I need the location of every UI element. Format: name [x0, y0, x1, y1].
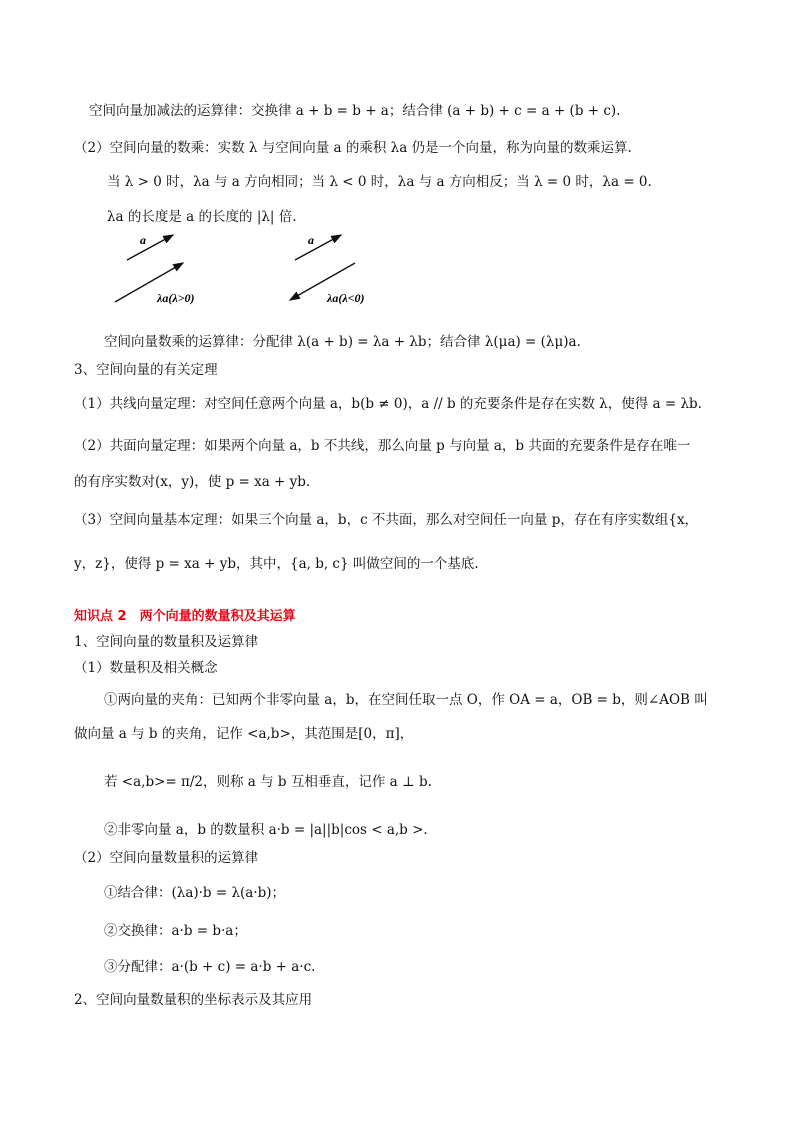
text-line-9: 的有序实数对(x，y)，使 p = xa + yb. — [74, 474, 311, 490]
vector-a-right-label: a — [308, 233, 314, 247]
text-line-18: ②非零向量 a，b 的数量积 a·b = |a||b|cos < a,b >. — [104, 822, 428, 838]
section-1-heading: 1、空间向量的数量积及运算律 — [74, 634, 259, 650]
text-line-8: （2）共面向量定理：如果两个向量 a，b 不共线，那么向量 p 与向量 a，b 共面的充要条件是存在唯一 — [74, 438, 691, 454]
subsection-2-heading: （2）空间向量数量积的运算律 — [74, 850, 259, 866]
text-line-3: 当 λ > 0 时，λa 与 a 方向相同；当 λ < 0 时，λa 与 a 方向相反；当 λ = 0 时，λa = 0. — [107, 174, 652, 190]
associative-law: ①结合律：(λa)·b = λ(a·b)； — [104, 885, 286, 901]
text-line-15: ①两向量的夹角：已知两个非零向量 a，b，在空间任取一点 O，作 OA = a，OB = b，则∠AOB 叫 — [104, 692, 708, 708]
text-line-16: 做向量 a 与 b 的夹角，记作 <a,b>，其范围是[0，π]， — [74, 726, 414, 742]
text-line-17: 若 <a,b>= π/2，则称 a 与 b 互相垂直，记作 a ⊥ b. — [104, 774, 432, 790]
text-line-11: y，z}，使得 p = xa + yb，其中，{a, b, c} 叫做空间的一个基底. — [74, 556, 479, 572]
commutative-law: ②交换律：a·b = b·a； — [104, 923, 247, 939]
text-line-5: 空间向量数乘的运算律：分配律 λ(a + b) = λa + λb；结合律 λ(μa) = (λμ)a. — [104, 334, 581, 350]
vector-a-left-label: a — [140, 233, 146, 247]
subsection-1-heading: （1）数量积及相关概念 — [74, 660, 218, 676]
vector-a-left — [127, 235, 173, 260]
knowledge-point-2-heading: 知识点 2 两个向量的数量积及其运算 — [74, 609, 296, 624]
text-line-7: （1）共线向量定理：对空间任意两个向量 a，b(b ≠ 0)，a // b 的充要条件是存在实数 λ，使得 a = λb. — [74, 396, 702, 412]
text-line-1: 空间向量加减法的运算律：交换律 a + b = b + a；结合律 (a + b) + c = a + (b + c). — [89, 103, 621, 119]
lambda-negative-label: λa(λ<0) — [327, 291, 365, 305]
section-2-heading: 2、空间向量数量积的坐标表示及其应用 — [74, 992, 313, 1008]
text-line-4: λa 的长度是 a 的长度的 |λ| 倍. — [107, 209, 297, 225]
text-line-10: （3）空间向量基本定理：如果三个向量 a，b，c 不共面，那么对空间任一向量 p，存在有序实数组{x， — [74, 512, 699, 528]
lambda-positive-label: λa(λ>0) — [157, 291, 195, 305]
vector-a-right — [295, 235, 341, 260]
scalar-multiplication-figure — [105, 230, 425, 310]
distributive-law: ③分配律：a·(b + c) = a·b + a·c. — [104, 959, 316, 975]
text-line-2: （2）空间向量的数乘：实数 λ 与空间向量 a 的乘积 λa 仍是一个向量，称为向量的数乘运算. — [74, 140, 632, 156]
section-3-heading: 3、空间向量的有关定理 — [74, 362, 218, 378]
